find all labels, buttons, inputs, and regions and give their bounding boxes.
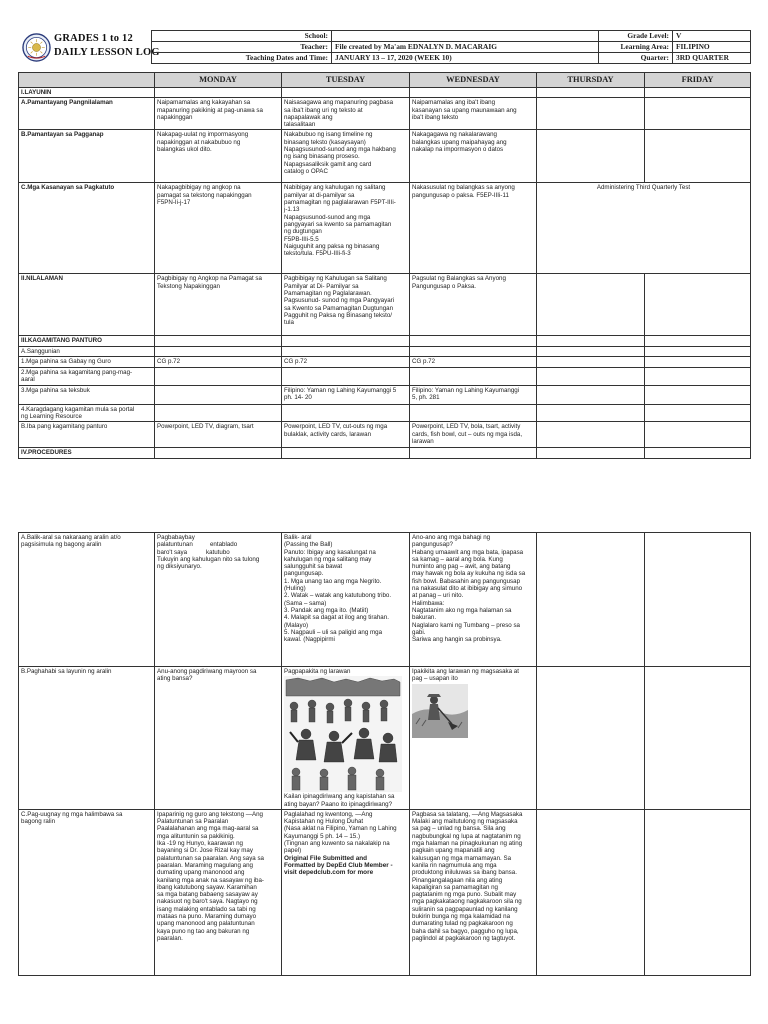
farmer-picture: [412, 684, 468, 738]
lesson-table-page2: [18, 532, 751, 976]
pam-wednesday: [410, 98, 537, 130]
text-line: Naglalaro kami ng Tumbang – preso sa: [412, 621, 520, 629]
depedclub-note: Original File Submitted and: [284, 854, 368, 862]
nil-wednesday: [410, 274, 537, 336]
uug-tuesday: [282, 809, 410, 975]
text-line: (Passing the Ball): [284, 541, 333, 549]
kas-thursday-friday: [537, 183, 751, 274]
text-line: (Huling): [284, 585, 306, 593]
text-line: Kayumanggi 5 ph. 14 – 15.): [284, 832, 361, 840]
text-line: kasanayan sa upang maunawaan ang: [412, 106, 517, 114]
text-line: pagtatanim ng mga puno. Subalit may: [412, 891, 517, 899]
text-line: 3. Pandak ang mga ito. (Matiit): [284, 606, 369, 614]
text-line: mga halaman na pinagkukunan ng ating: [412, 840, 523, 848]
text-line: upang manonood ang palatuntunan: [157, 920, 255, 928]
text-line: paglindol at pagkakaroon ng tagtuyot.: [412, 934, 516, 942]
text-line: pangungusap o paksa. F5EP-IIIi-11: [412, 191, 509, 199]
text-line: nakalap na impormasyon o datos: [412, 146, 504, 154]
text-line: nagbubungkal ng lupa at nagtatanim ng: [412, 832, 521, 840]
text-line: papel): [284, 847, 302, 855]
text-line: aaral: [21, 376, 35, 384]
text-line: bukirin bunga ng mga kalamidad na: [412, 913, 511, 921]
text-line: Halimbawa:: [412, 599, 445, 607]
text-line: ng Learning Resource: [21, 412, 82, 420]
pagha-tuesday: [282, 667, 410, 810]
form-title-line1: GRADES 1 to 12: [54, 33, 133, 44]
balik-aral-label: [19, 533, 155, 667]
text-line: 5, ph. 281: [412, 393, 440, 401]
depedclub-note: visit depedclub.com for more: [284, 869, 374, 877]
balik-tuesday: [282, 533, 410, 667]
text-line: ating bayan? Paano ito ipinagdiriwang?: [284, 800, 393, 808]
teksbuk-label: 3.Mga pahina sa teksbuk: [19, 385, 155, 404]
text-line: Nakapag-uulat ng impormasyong: [157, 131, 249, 139]
text-line: dumating upang manonood ang: [157, 869, 245, 877]
text-line: Anu-anong pagdiriwang mayroon sa: [157, 668, 257, 675]
nil-tuesday: [282, 274, 410, 336]
text-line: paaralan.: [157, 934, 183, 942]
text-line: Nakasusulat ng balangkas sa anyong: [412, 184, 515, 192]
text-line: palatuntunan sa paaralan. Ang saya sa: [157, 854, 264, 862]
text-line: baha dahil sa bagyo, pagguho ng lupa,: [412, 927, 519, 935]
kagamitang-pang-mag-aaral-row: [19, 368, 751, 386]
text-line: balangkas upang maipahayag ang: [412, 138, 507, 146]
procedures-row: [19, 448, 751, 458]
text-line: balangkas ukol dito.: [157, 146, 212, 154]
nilalaman-row: [19, 274, 751, 336]
text-line: 2. Watak – watak ang katutubong tribo.: [284, 592, 392, 600]
text-line: Pamilyar at Di- Pamilyar sa: [284, 282, 359, 290]
text-line: Filipino: Yaman ng Lahing Kayumanggi: [412, 386, 520, 394]
quarter-label: Quarter:: [599, 53, 673, 64]
iba-pang-kagamitan-row: [19, 422, 751, 448]
text-line: fish bowl. Babasahin ang pangungusap: [412, 577, 521, 585]
teacher-label: Teacher:: [152, 42, 332, 53]
teaching-dates-value: JANUARY 13 – 17, 2020 (WEEK 10): [332, 53, 599, 64]
text-line: kahulugan ng mga salitang may: [284, 555, 372, 563]
text-line: Pagguhit ng Paksa ng Binasang teksto/: [284, 311, 393, 319]
text-line: Kapistahan ng Hulong Duhat: [284, 818, 364, 826]
text-line: Pagbibigay ng Kahulugan sa Salitang: [284, 275, 387, 283]
form-title-line2: DAILY LESSON LOG: [54, 47, 160, 58]
text-line: Palatuntunan sa Paaralan: [157, 818, 229, 826]
text-line: talasalitaan: [284, 121, 316, 129]
text-line: sa pag – unlad ng bansa. Sila ang: [412, 825, 506, 833]
quarter-value: 3RD QUARTER: [673, 53, 751, 64]
portal-row: [19, 404, 751, 422]
pag-monday: [155, 130, 282, 183]
balik-wednesday: [410, 533, 537, 667]
iba-pang-kagamitan-label: B.Iba pang kagamitang panturo: [19, 422, 155, 448]
text-line: kalusugan ng mga mamamayan. Sa: [412, 854, 512, 862]
text-line: 1. Mga unang tao ang mga Negrito.: [284, 577, 382, 585]
text-line: pag – usapan ito: [412, 675, 458, 683]
paghahabi-label: B.Paghahabi sa layunin ng aralin: [19, 667, 155, 810]
pag-uugnay-row: [19, 809, 751, 975]
text-line: sa kamag – aaral ang bola. Kung: [412, 555, 503, 563]
text-line: Powerpoint, LED TV, cut-outs ng mga: [284, 423, 388, 431]
text-line: pagsisimula ng bagong aralin: [21, 541, 102, 549]
procedures-label: IV.PROCEDURES: [19, 448, 155, 458]
text-line: pamagat sa tekstong napakinggan: [157, 191, 252, 199]
kas-tuesday: [282, 183, 410, 274]
text-line: cards, fish bowl, cut – outs ng mga isda,: [412, 430, 523, 438]
gabay-guro-label: 1.Mga pahina sa Gabay ng Guro: [19, 357, 155, 368]
text-line: napapalawak ang: [284, 113, 333, 121]
text-line: Napagsusunod-sunod ang mga hakbang: [284, 146, 396, 154]
day-header-friday: FRIDAY: [645, 73, 751, 88]
pag-uugnay-label: [19, 809, 155, 975]
iba-wednesday: [410, 422, 537, 448]
text-line: Naipamamalas ang iba't ibang: [412, 99, 496, 107]
text-line: Ika -19 ng Hunyo, kaarawan ng: [157, 840, 243, 848]
balik-aral-row: [19, 533, 751, 667]
text-line: Pagsusunud- sunod ng mga Pangyayari: [284, 297, 395, 305]
text-line: dumarating tulad ng pagkakaroon ng: [412, 920, 513, 928]
text-line: Tekstong Napakinggan: [157, 282, 220, 290]
teacher-value: File created by Ma'am EDNALYN D. MACARAIG: [332, 42, 599, 53]
pag-wednesday: [410, 130, 537, 183]
text-line: Pangungusap o Paksa.: [412, 282, 476, 290]
text-line: palatuntunan entablado: [157, 541, 238, 549]
depedclub-note: Formatted by DepEd Club Member -: [284, 861, 393, 869]
text-line: Malaki ang maitutulong ng magsasaka: [412, 818, 518, 826]
iba-monday: Powerpoint, LED TV, diagram, tsart: [155, 422, 282, 448]
text-line: Ano-ano ang mga bahagi ng: [412, 534, 491, 541]
iba-tuesday: [282, 422, 410, 448]
portal-label: [19, 404, 155, 422]
teksbuk-row: [19, 385, 751, 404]
text-line: na nakasulat dito at ibibigay ang simuno: [412, 585, 523, 593]
pam-monday: [155, 98, 282, 130]
text-line: Ipakikita ang larawan ng magsasaka at: [412, 668, 519, 675]
text-line: Naisasagawa ang mapanuring pagbasa: [284, 99, 394, 107]
gabay-monday: CG p.72: [155, 357, 282, 368]
header-info-table: [151, 30, 751, 64]
text-line: nakasuot ng baro't saya. Nagtayo ng: [157, 898, 258, 906]
text-line: Powerpoint, LED TV, bola, tsart, activity: [412, 423, 521, 431]
text-line: 5. Nagpauli – uli sa paligid ang mga: [284, 628, 383, 636]
text-line: sa iba't ibang uri ng teksto at: [284, 106, 363, 114]
text-line: 4. Malapit sa dagat at ilog ang tirahan.: [284, 614, 389, 622]
day-header-blank: [19, 73, 155, 88]
text-line: Nagtatanim ako ng mga halaman sa: [412, 606, 512, 614]
text-line: Filipino: Yaman ng Lahing Kayumanggi 5: [284, 386, 397, 394]
text-line: Pinangangalagaan nila ang ating: [412, 876, 503, 884]
uug-wednesday: [410, 809, 537, 975]
text-line: may hawak ng bola ay kukuha ng isda sa: [412, 570, 526, 578]
text-line: kaya puno ng tao ang bakuran ng: [157, 927, 250, 935]
sanggunian-row: [19, 346, 751, 356]
text-line: Nakapagbibigay ng angkop na: [157, 184, 241, 192]
school-value: [332, 31, 599, 42]
text-line: gabi.: [412, 628, 426, 636]
text-line: Kailan ipinagdiriwang ang kapistahan sa: [284, 793, 395, 801]
text-line: larawan: [412, 437, 434, 445]
text-line: mga alituntunin sa pakikinig.: [157, 832, 235, 840]
day-header-wednesday: WEDNESDAY: [410, 73, 537, 88]
text-line: 2.Mga pahina sa kagamitang pang-mag-: [21, 369, 133, 377]
text-line: (Sama – sama): [284, 599, 327, 607]
lesson-table-page1: [18, 72, 751, 459]
festival-crowd-picture: [284, 676, 402, 792]
text-line: 4.Karagdagang kagamitan mula sa portal: [21, 405, 135, 413]
text-line: ng isang binasang proseso.: [284, 153, 360, 161]
text-line: ph. 14- 20: [284, 393, 312, 401]
kagamitang-pang-mag-aaral-label: [19, 368, 155, 386]
text-line: Naiguguhit ang paksa ng binasang: [284, 242, 380, 250]
pagha-monday: [155, 667, 282, 810]
text-line: Napagsasaliksik gamit ang card: [284, 160, 372, 168]
text-line: salungguhit sa bawat: [284, 563, 343, 571]
text-line: bulaklak, activity cards, larawan: [284, 430, 372, 438]
text-line: mataas na puno. Maraming dumayo: [157, 913, 257, 921]
text-line: kawal. (Nagpipirmi: [284, 636, 335, 644]
text-line: ating bansa?: [157, 675, 193, 683]
text-line: huminto ang pag – awit, ang batang: [412, 563, 511, 571]
layunin-row: [19, 88, 751, 98]
day-header-tuesday: TUESDAY: [282, 73, 410, 88]
text-line: Balik- aral: [284, 534, 312, 541]
text-line: pagkain upang mapanatili ang: [412, 847, 495, 855]
text-line: suliranin sa pagpapaunlad ng kanilang: [412, 905, 518, 913]
text-line: C.Pag-uugnay ng mga halimbawa sa: [21, 810, 123, 818]
nilalaman-label: II.NILALAMAN: [19, 274, 155, 336]
text-line: Habang umaawit ang mga bata, ipapasa: [412, 548, 524, 556]
text-line: (Tingnan ang kuwento sa nakalakip na: [284, 840, 390, 848]
text-line: catalog o OPAC: [284, 167, 328, 175]
text-line: Naipamamalas ang kakayahan sa: [157, 99, 251, 107]
pag-tuesday: [282, 130, 410, 183]
text-line: pangyayari sa kwento sa pamamagitan: [284, 220, 392, 228]
text-line: Paalalahanan ang mga mag-aaral sa: [157, 825, 259, 833]
kasanayan-label: C.Mga Kasanayan sa Pagkatuto: [19, 183, 155, 274]
text-line: Pagpapakita ng larawan: [284, 668, 351, 675]
school-label: School:: [152, 31, 332, 42]
balik-monday: [155, 533, 282, 667]
text-line: F5PN-Ii-j-17: [157, 199, 191, 207]
pamantayang-pangnilalaman-row: [19, 98, 751, 130]
text-line: Pagbasa sa talatang, —Ang Magsasaka: [412, 810, 523, 818]
text-line: Pagsulat ng Balangkas sa Anyong: [412, 275, 506, 283]
text-line: Pamamagitan ng Paglalarawan.: [284, 290, 372, 298]
kas-monday: [155, 183, 282, 274]
text-line: ibang katutubong sayaw. Karamihan: [157, 883, 257, 891]
text-line: binasang teksto (kasaysayan): [284, 138, 366, 146]
learning-area-label: Learning Area:: [599, 42, 673, 53]
grade-level-label: Grade Level:: [599, 31, 673, 42]
text-line: kapaligiran sa pamamagitan ng: [412, 883, 498, 891]
day-header-row: [19, 73, 751, 88]
header: [18, 30, 750, 65]
kagamitan-row: [19, 336, 751, 346]
pam-tuesday: [282, 98, 410, 130]
text-line: kanila rin nagmumula ang mga: [412, 861, 497, 869]
text-line: produktong iniluluwas sa ibang bansa.: [412, 869, 517, 877]
form-title: [54, 32, 160, 60]
pamantayang-pangnilalaman-label: A.Pamantayang Pangnilalaman: [19, 98, 155, 130]
text-line: Nakagagawa ng nakalarawang: [412, 131, 497, 139]
kasanayan-row: [19, 183, 751, 274]
text-line: Nabibigay ang kahulugan ng salitang: [284, 184, 386, 192]
text-line: A.Balik-aral sa nakaraang aralin at/o: [21, 534, 121, 541]
text-line: Pagbibigay ng Angkop na Pamagat sa: [157, 275, 262, 283]
text-line: bayaning si Dr. Jose Rizal kay may: [157, 847, 253, 855]
text-line: (Malayo): [284, 621, 309, 629]
pamantayan-pagganap-label: B.Pamantayan sa Pagganap: [19, 130, 155, 183]
day-header-thursday: THURSDAY: [537, 73, 645, 88]
text-line: Panuto: Ibigay ang kasalungat na: [284, 548, 376, 556]
text-line: napakinggan: [157, 113, 193, 121]
quarterly-test-note: Administering Third Quarterly Test: [596, 184, 691, 192]
teksbuk-tuesday: [282, 385, 410, 404]
gabay-wednesday: CG p.72: [410, 357, 537, 368]
text-line: mga pagkakataong nagkakaroon sila ng: [412, 898, 522, 906]
gabay-guro-row: [19, 357, 751, 368]
text-line: sa mga batang babaeng sasayaw ay: [157, 891, 258, 899]
text-line: j-1.13: [284, 206, 300, 214]
text-line: pangungusap?: [412, 541, 453, 549]
kagamitan-label: III.KAGAMITANG PANTURO: [19, 336, 155, 346]
text-line: tula: [284, 319, 294, 327]
text-line: isang malaking entablado sa tabi ng: [157, 905, 256, 913]
text-line: teksto/tula. F5PU-IIIi-fi-3: [284, 250, 351, 258]
text-line: napakinggan at nakabubuo ng: [157, 138, 241, 146]
text-line: baro't saya katutubo: [157, 548, 230, 556]
text-line: bagong ralin: [21, 818, 56, 826]
text-line: pamamagitan ng paglalarawan F5PT-IIIi-: [284, 199, 396, 207]
pamantayan-pagganap-row: [19, 130, 751, 183]
text-line: kanilang mga anak na sasayaw ng iba-: [157, 876, 264, 884]
text-line: Nakabubuo ng isang timeline ng: [284, 131, 373, 139]
deped-seal-icon: [22, 33, 51, 62]
text-line: (Nasa aklat na Filipino, Yaman ng Lahing: [284, 825, 397, 833]
gabay-tuesday: CG p.72: [282, 357, 410, 368]
text-line: sa Kwento sa Pamamagitan Dugtungan: [284, 304, 394, 312]
learning-area-value: FILIPINO: [673, 42, 751, 53]
text-line: Pagbabaybay: [157, 534, 195, 541]
text-line: pangungusap.: [284, 570, 324, 578]
text-line: Sariwa ang hangin sa probinsya.: [412, 636, 502, 644]
sanggunian-label: A.Sanggunian: [19, 346, 155, 356]
text-line: ng diksiyunaryo.: [157, 563, 202, 571]
teaching-dates-label: Teaching Dates and Time:: [152, 53, 332, 64]
nil-monday: [155, 274, 282, 336]
text-line: pamilyar at di-pamilyar sa: [284, 191, 355, 199]
text-line: at panag – uri nito.: [412, 592, 464, 600]
text-line: Ipaparinig ng guro ang tekstong —Ang: [157, 810, 263, 818]
text-line: paaralan. Maraming magulang ang: [157, 861, 253, 869]
layunin-label: I.LAYUNIN: [19, 88, 155, 98]
grade-level-value: V: [673, 31, 751, 42]
text-line: Tukuyin ang kahulugan nito sa tulong: [157, 555, 260, 563]
text-line: Napagsusunod-sunod ang mga: [284, 213, 371, 221]
day-header-monday: MONDAY: [155, 73, 282, 88]
text-line: ng dugtungan: [284, 228, 322, 236]
paghahabi-row: [19, 667, 751, 810]
teksbuk-wednesday: [410, 385, 537, 404]
text-line: F5PB-IIIi-5.5: [284, 235, 319, 243]
pagha-wednesday: [410, 667, 537, 810]
text-line: mapanuring pakikinig at pag-unawa sa: [157, 106, 263, 114]
text-line: bakuran.: [412, 614, 437, 622]
text-line: iba't ibang teksto: [412, 113, 459, 121]
kas-wednesday: [410, 183, 537, 274]
text-line: Paglalahad ng kwentong, —Ang: [284, 810, 373, 818]
uug-monday: [155, 809, 282, 975]
